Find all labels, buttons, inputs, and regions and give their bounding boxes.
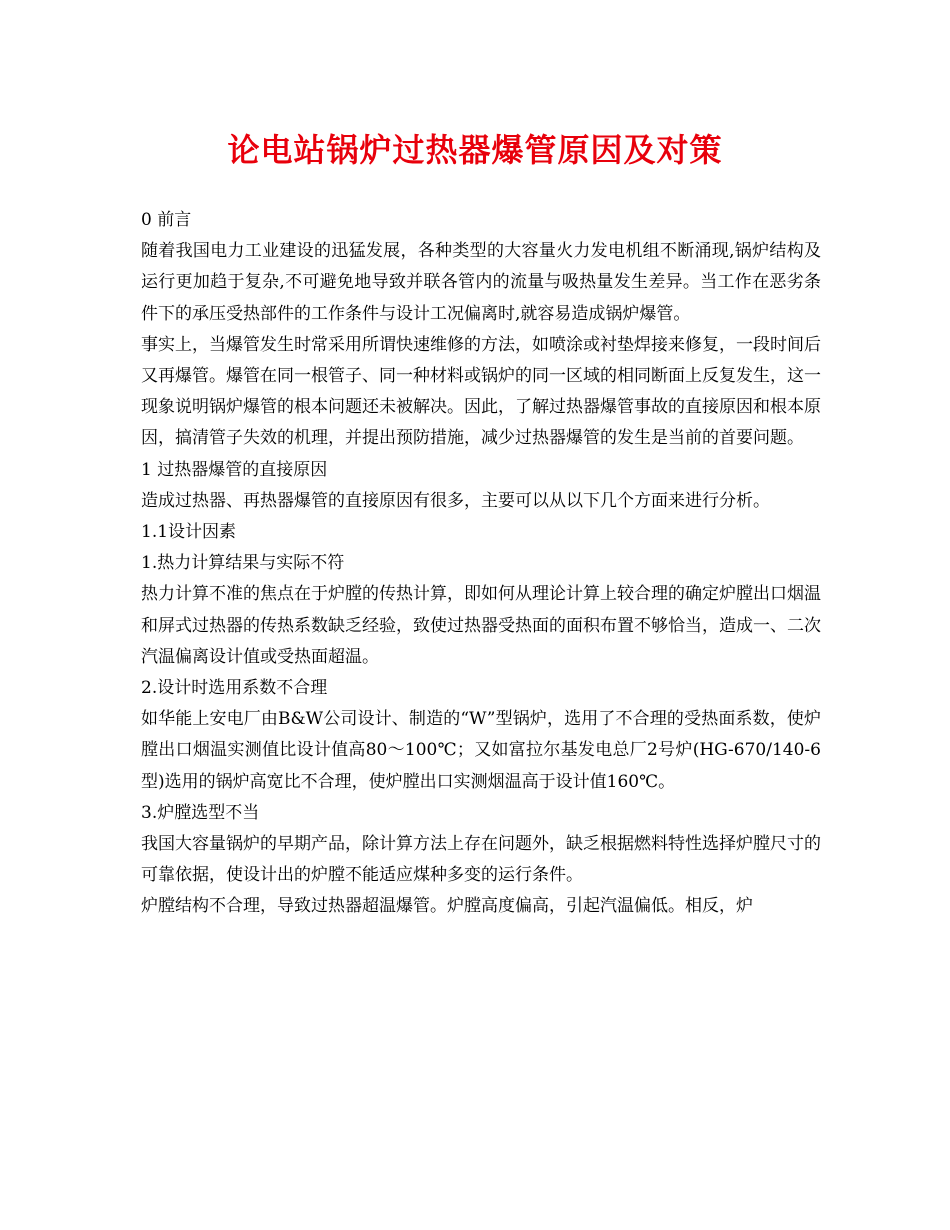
body-paragraph: 事实上，当爆管发生时常采用所谓快速维修的方法，如喷涂或衬垫焊接来修复，一段时间后又再爆管。爆管在同一根管子、同一种材料或锅炉的同一区域的相同断面上反复发生，这一现象说明锅炉爆管的根本问题还未被解决。因此，了解过热器爆管事故的直接原因和根本原因，搞清管子失效的机理，并提出预防措施，减少过热器爆管的发生是当前的首要问题。 — [141, 334, 821, 449]
body-paragraph: 随着我国电力工业建设的迅猛发展，各种类型的大容量火力发电机组不断涌现,锅炉结构及运行更加趋于复杂,不可避免地导致并联各管内的流量与吸热量发生差异。当工作在恶劣条件下的承压受热部件的工作条件与设计工况偏离时,就容易造成锅炉爆管。 — [141, 241, 821, 324]
section-heading-preface: 0 前言 — [141, 210, 192, 230]
list-heading-3: 3.炉膛选型不当 — [141, 802, 260, 823]
body-paragraph: 炉膛结构不合理，导致过热器超温爆管。炉膛高度偏高，引起汽温偏低。相反，炉 — [141, 896, 753, 917]
body-paragraph: 我国大容量锅炉的早期产品，除计算方法上存在问题外，缺乏根据燃料特性选择炉膛尺寸的可靠依据，使设计出的炉膛不能适应煤种多变的运行条件。 — [141, 834, 821, 886]
document-body — [141, 205, 821, 923]
body-paragraph: 造成过热器、再热器爆管的直接原因有很多，主要可以从以下几个方面来进行分析。 — [141, 490, 770, 511]
body-paragraph: 如华能上安电厂由B&W公司设计、制造的“W”型锅炉，选用了不合理的受热面系数，使炉膛出口烟温实测值比设计值高80～100℃；又如富拉尔基发电总厂2号炉(HG-670/140-6型)选用的锅炉高宽比不合理，使炉膛出口实测烟温高于设计值160℃。 — [141, 709, 821, 792]
section-heading-1: 1 过热器爆管的直接原因 — [141, 459, 328, 480]
document-title: 论电站锅炉过热器爆管原因及对策 — [227, 131, 723, 169]
list-heading-2: 2.设计时选用系数不合理 — [141, 678, 328, 699]
subsection-heading-1-1: 1.1设计因素 — [141, 522, 237, 543]
list-heading-1: 1.热力计算结果与实际不符 — [141, 553, 345, 574]
body-paragraph: 热力计算不准的焦点在于炉膛的传热计算，即如何从理论计算上较合理的确定炉膛出口烟温和屏式过热器的传热系数缺乏经验，致使过热器受热面的面积布置不够恰当，造成一、二次汽温偏离设计值或受热面超温。 — [141, 584, 821, 667]
